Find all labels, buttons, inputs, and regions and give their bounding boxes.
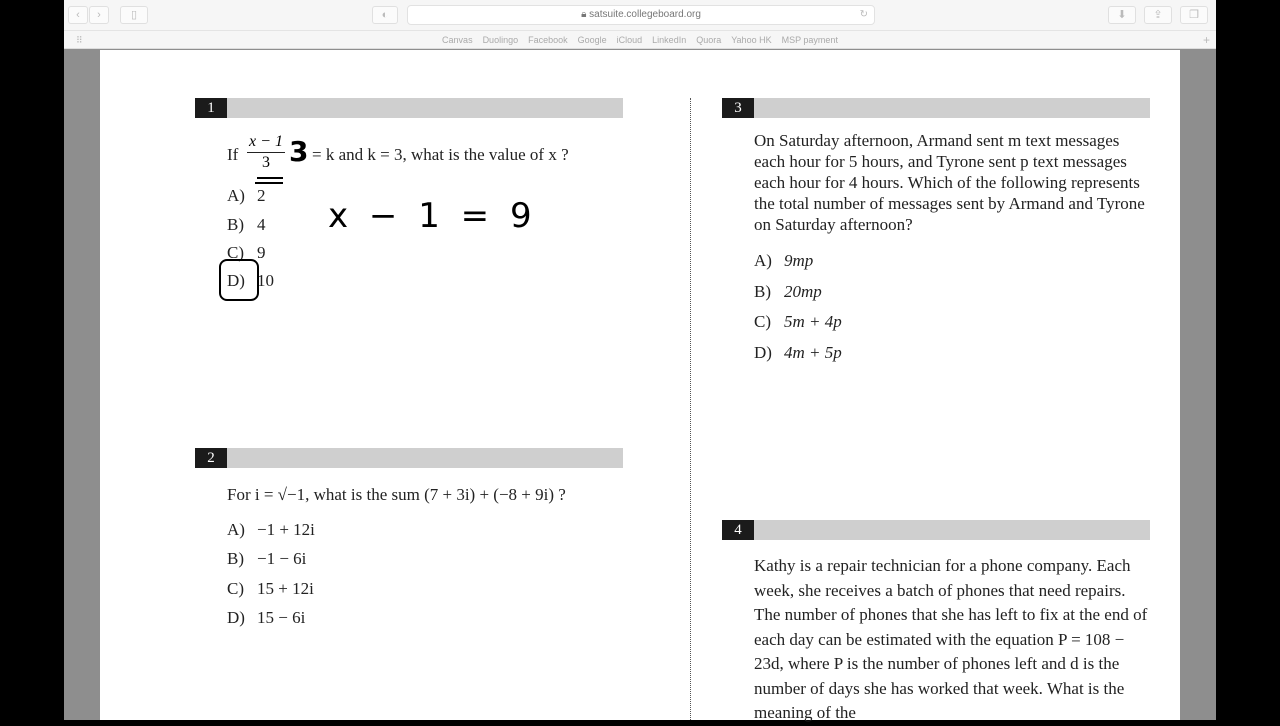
sidebar-icon[interactable]: ▯ [120, 6, 148, 24]
bookmark[interactable]: Google [577, 35, 607, 45]
option[interactable]: B) 4 [227, 215, 266, 234]
back-button[interactable]: ‹ [68, 6, 88, 24]
question-header [722, 98, 1150, 118]
answer-circle [219, 259, 259, 301]
question-header [722, 520, 1150, 540]
bookmark[interactable]: iCloud [616, 35, 643, 45]
option[interactable]: A) 2 [227, 186, 266, 205]
bookmark[interactable]: Yahoo HK [731, 35, 772, 45]
question-stem: If [227, 145, 239, 164]
option[interactable]: A) 9mp [754, 251, 814, 270]
grid-icon[interactable]: ⠿ [76, 35, 83, 45]
question-header [195, 98, 623, 118]
add-icon[interactable]: + [1202, 33, 1210, 47]
bookmarks-bar [64, 31, 1216, 49]
option[interactable]: B) 20mp [754, 282, 822, 301]
browser-window [64, 0, 1216, 720]
url-text: satsuite.collegeboard.org [589, 9, 701, 20]
question-number: 1 [195, 98, 227, 118]
forward-button[interactable]: › [89, 6, 109, 24]
underline-mark [257, 177, 283, 179]
handwritten-work: x − 1 = 9 [328, 196, 537, 236]
question-number: 4 [722, 520, 754, 540]
fraction: x − 1 3 [247, 132, 285, 173]
browser-toolbar [64, 0, 1216, 31]
question-header [195, 448, 623, 468]
question-stem: For i = √−1, what is the sum (7 + 3i) + (−8 + 9i) ? [227, 485, 566, 504]
question-stem-rest: = k and k = 3, what is the value of x ? [312, 145, 569, 164]
underline-mark [255, 182, 283, 184]
question-number: 2 [195, 448, 227, 468]
option[interactable]: D) 4m + 5p [754, 343, 842, 362]
question-number: 3 [722, 98, 754, 118]
column-divider [690, 98, 691, 720]
pdf-page [100, 50, 1180, 720]
lock-icon: 🔒︎ [581, 9, 590, 20]
option[interactable]: C) 5m + 4p [754, 312, 842, 331]
bookmark[interactable]: Duolingo [482, 35, 519, 45]
bookmark[interactable]: MSP payment [781, 35, 838, 45]
shield-icon[interactable]: ◐ [372, 6, 398, 24]
question-stem: On Saturday afternoon, Armand sent m text messages each hour for 5 hours, and Tyrone sent p text messages each hour for 4 hours. Which of the following represents the total number of messages sent by Armand and Tyrone on Saturday afternoon? [754, 131, 1145, 234]
question-stem: Kathy is a repair technician for a phone company. Each week, she receives a batch of phones that need repairs. The number of phones that she has left to fix at the end of each day can be estimated with the equation P = 108 − 23d, where P is the number of phones left and d is the number of days she has worked that week. What is the meaning of the [754, 556, 1148, 722]
bookmark[interactable]: Facebook [528, 35, 568, 45]
option[interactable]: C) 15 + 12i [227, 579, 314, 598]
bookmark[interactable]: LinkedIn [652, 35, 687, 45]
option[interactable]: A) −1 + 12i [227, 520, 315, 539]
option[interactable]: C) 9 [227, 243, 266, 262]
handwritten-3: 3 [289, 135, 309, 168]
download-icon[interactable]: ⬇ [1108, 6, 1136, 24]
option[interactable]: B) −1 − 6i [227, 549, 307, 568]
reload-icon[interactable]: ↻ [859, 9, 868, 20]
option[interactable]: D) 10 [227, 271, 274, 290]
option[interactable]: D) 15 − 6i [227, 608, 306, 627]
address-bar[interactable] [407, 5, 875, 25]
share-icon[interactable]: ⇪ [1144, 6, 1172, 24]
bookmark[interactable]: Quora [696, 35, 722, 45]
bookmark[interactable]: Canvas [442, 35, 473, 45]
tabs-icon[interactable]: ❐ [1180, 6, 1208, 24]
